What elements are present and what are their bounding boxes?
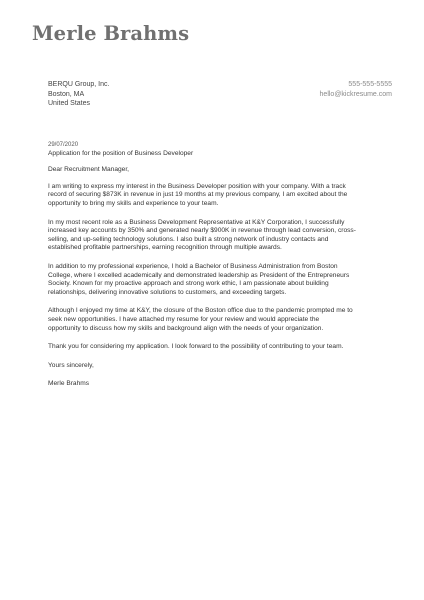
paragraph-line: College, where I excelled academically and demonstrated leadership as President of the Entrepreneurs xyxy=(48,271,350,279)
recipient-country: United States xyxy=(48,100,91,107)
paragraph-line: record of securing $873K in revenue in just 19 months at my previous company, I am excited about the xyxy=(48,191,348,199)
recipient-address xyxy=(48,80,109,109)
letter-closing: Yours sincerely, xyxy=(48,361,94,369)
sender-email: hello@kickresume.com xyxy=(319,90,392,98)
recipient-city: Boston, MA xyxy=(48,90,85,98)
paragraph xyxy=(48,307,394,333)
paragraph-line: seek new opportunities. I have attached my resume for your review and would appreciate the xyxy=(48,315,320,323)
letter-body xyxy=(48,141,394,389)
sender-phone: 555-555-5555 xyxy=(348,81,392,88)
paragraph-line: Society. Known for my proactive approach and strong work ethic, I am passionate about building xyxy=(48,280,329,288)
paragraph xyxy=(48,219,394,253)
recipient-company: BERQU Group, Inc. xyxy=(48,81,110,88)
sender-contact xyxy=(320,80,392,99)
paragraph-line: In my most recent role as a Business Development Representative at K&Y Corporation, I successfully xyxy=(48,218,345,226)
paragraph xyxy=(48,343,394,352)
paragraph-line: relationships, delivering innovative solutions to customers, and exceeding targets. xyxy=(48,288,287,296)
letter-subject: Application for the position of Business Developer xyxy=(48,149,194,157)
letter-date: 29/07/2020 xyxy=(48,142,79,148)
sender-name: Merle Brahms xyxy=(32,22,190,45)
paragraph-line: opportunity to discuss how my skills and background align with the needs of your organization. xyxy=(48,324,324,332)
paragraph-line: selling, and up-selling technology solutions. I also built a strong network of industry contacts and xyxy=(48,235,329,243)
paragraph-line: Although I enjoyed my time at K&Y, the closure of the Boston office due to the pandemic prompted me to xyxy=(48,307,353,315)
paragraph-line: In addition to my professional experience, I hold a Bachelor of Business Administration from Boston xyxy=(48,262,338,270)
paragraph-line: opportunity to bring my skills and experience to your team. xyxy=(48,199,219,207)
paragraph xyxy=(48,263,394,297)
paragraph xyxy=(48,183,394,209)
paragraph-line: established profitable partnerships, earning recognition through multiple awards. xyxy=(48,244,282,252)
letter-signature: Merle Brahms xyxy=(48,380,90,388)
paragraph-line: I am writing to express my interest in the Business Developer position with your company. With a track xyxy=(48,182,346,190)
letter-greeting: Dear Recruitment Manager, xyxy=(48,166,129,174)
paragraph-line: increased key accounts by 350% and generated nearly $900K in revenue through lead conversion, cross- xyxy=(48,227,356,235)
paragraph-line: Thank you for considering my application. I look forward to the possibility of contributing to your team. xyxy=(48,343,344,351)
